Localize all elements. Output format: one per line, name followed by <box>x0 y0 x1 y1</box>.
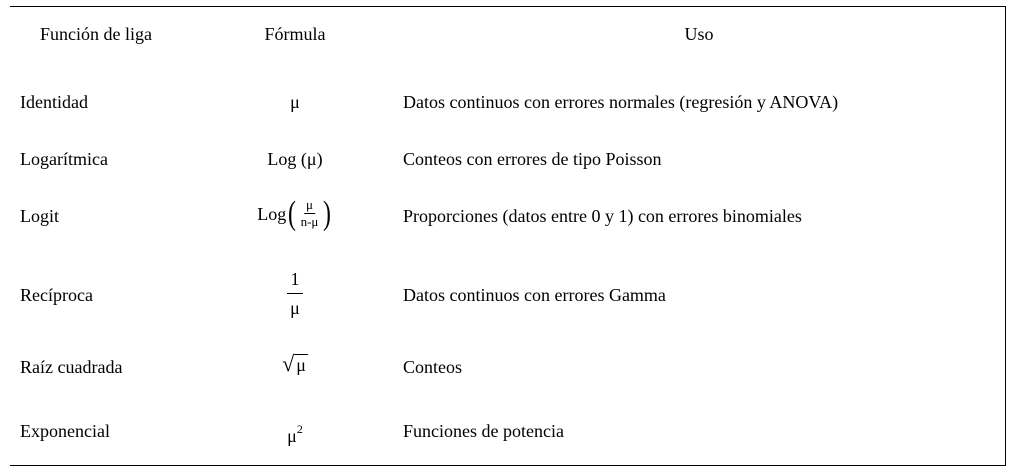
logit-open-paren: ( <box>287 194 296 232</box>
link-functions-table <box>10 6 1008 466</box>
header-use: Uso <box>684 24 714 44</box>
table-bottom-rule <box>10 465 1006 466</box>
row-name-logaritmica: Logarítmica <box>20 149 108 169</box>
logit-denominator: n-μ <box>300 214 319 229</box>
power-base: μ <box>287 426 297 446</box>
square-root-expression <box>282 352 308 375</box>
row-formula-identidad: μ <box>290 92 300 112</box>
header-formula: Fórmula <box>264 24 326 44</box>
row-name-identidad: Identidad <box>20 92 88 112</box>
row-name-reciproca: Recíproca <box>20 285 93 305</box>
logit-log-prefix: Log <box>257 203 287 224</box>
header-link-function: Función de liga <box>40 24 152 44</box>
table-right-rule <box>1005 6 1006 466</box>
radicand: μ <box>296 355 306 375</box>
power-exponent: 2 <box>296 422 303 436</box>
row-use-logaritmica: Conteos con errores de tipo Poisson <box>403 149 662 169</box>
row-use-raiz-cuadrada: Conteos <box>403 357 463 377</box>
logit-fraction <box>299 198 321 229</box>
logit-numerator: μ <box>306 197 313 212</box>
reciprocal-fraction <box>287 268 303 319</box>
row-use-exponencial: Funciones de potencia <box>403 421 564 441</box>
row-formula-reciproca <box>287 268 303 319</box>
row-name-exponencial: Exponencial <box>20 421 110 441</box>
row-name-raiz-cuadrada: Raíz cuadrada <box>20 357 123 377</box>
reciprocal-denominator: μ <box>290 298 300 318</box>
row-use-identidad: Datos continuos con errores normales (regresión y ANOVA) <box>403 92 839 112</box>
radical-sign-icon: √ <box>282 351 295 376</box>
row-formula-logit <box>257 194 332 232</box>
row-use-logit: Proporciones (datos entre 0 y 1) con errores binomiales <box>403 206 802 226</box>
table-top-rule <box>10 6 1006 7</box>
row-formula-exponencial <box>287 420 303 447</box>
row-formula-logaritmica: Log (μ) <box>267 149 323 169</box>
row-name-logit: Logit <box>20 206 59 226</box>
row-use-reciproca: Datos continuos con errores Gamma <box>403 285 666 305</box>
reciprocal-numerator: 1 <box>287 268 303 294</box>
row-formula-raiz-cuadrada <box>282 352 308 376</box>
logit-close-paren: ) <box>323 194 332 232</box>
